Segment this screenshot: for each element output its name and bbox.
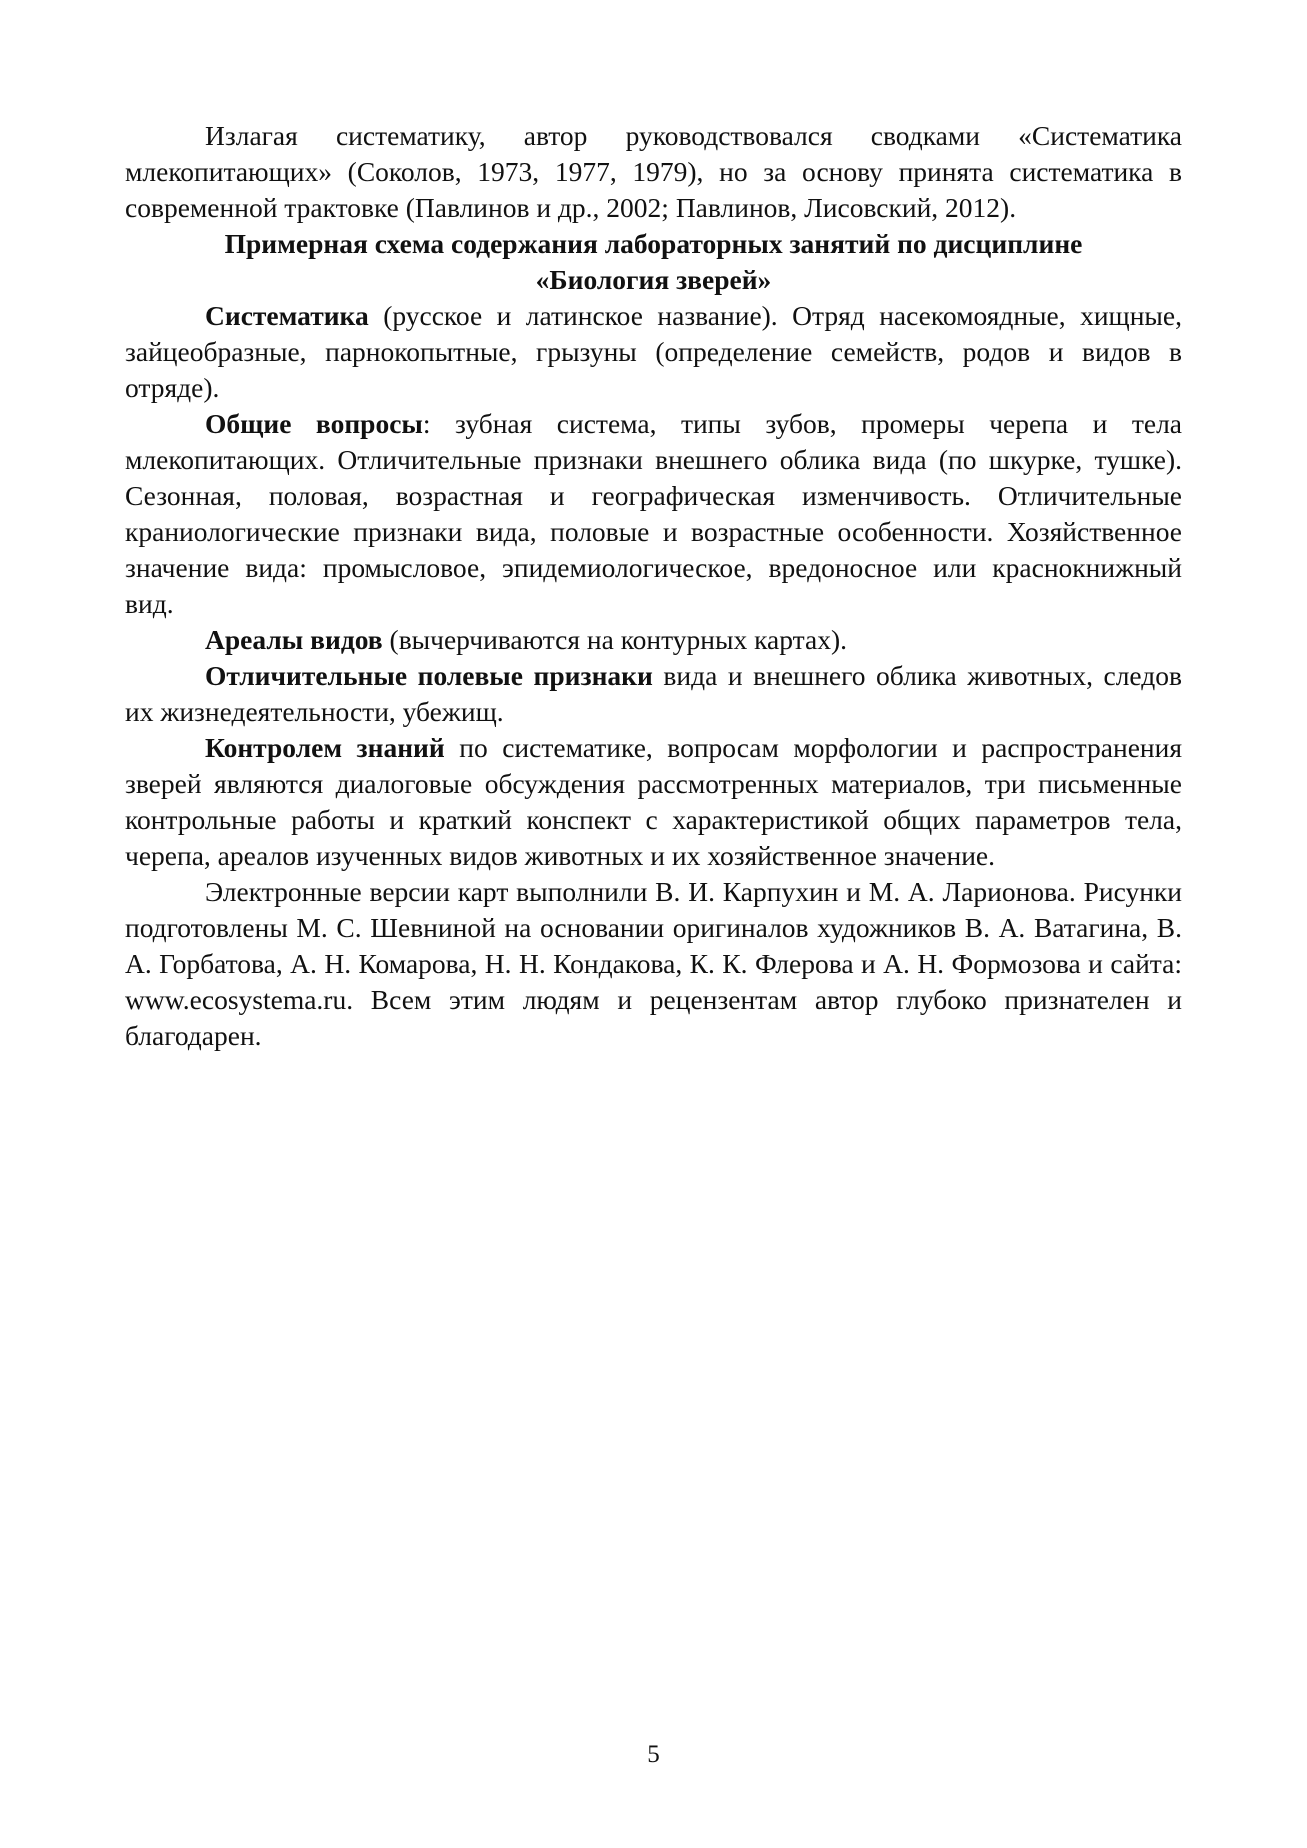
text-systematics: (русское и латинское название). Отряд насекомоядные, хищные, зайцеобразные, парнокопытные, грызуны (определение семейств, родов и видов в отряде). bbox=[125, 300, 1182, 403]
text-knowledge-control: по систематике, вопросам морфологии и распространения зверей являются диалоговые обсуждения рассмотренных материалов, три письменные контрольные работы и краткий конспект с характеристикой общих параметров тела, черепа, ареалов изученных видов животных и их хозяйственное значение. bbox=[125, 732, 1182, 871]
section-heading bbox=[125, 226, 1182, 298]
text-species-ranges: (вычерчиваются на контурных картах). bbox=[382, 624, 847, 655]
term-general-questions: Общие вопросы bbox=[205, 408, 423, 439]
term-species-ranges: Ареалы видов bbox=[205, 624, 383, 655]
paragraph-field-signs bbox=[125, 658, 1182, 730]
term-field-signs: Отличительные полевые признаки bbox=[205, 660, 653, 691]
paragraph-general-questions bbox=[125, 406, 1182, 622]
section-heading-line-2: «Биология зверей» bbox=[535, 264, 772, 295]
term-knowledge-control: Контролем знаний bbox=[205, 732, 445, 763]
paragraph-knowledge-control bbox=[125, 730, 1182, 874]
text-field-signs: вида и внешнего облика животных, следов их жизнедеятельности, убежищ. bbox=[125, 660, 1182, 727]
page-content bbox=[125, 118, 1182, 1054]
paragraph-species-ranges bbox=[125, 622, 1182, 658]
intro-paragraph: Излагая систематику, автор руководствовался сводками «Систематика млекопитающих» (Соколов, 1973, 1977, 1979), но за основу принята систематика в современной трактовке (Павлинов и др., 2002; Павлинов, Лисовский, 2012). bbox=[125, 120, 1182, 223]
text-general-questions: : зубная система, типы зубов, промеры черепа и тела млекопитающих. Отличительные признаки внешнего облика вида (по шкурке, тушке). Сезонная, половая, возрастная и географическая изменчивость. Отличительные краниологические признаки вида, половые и возрастные особенности. Хозяйственное значение вида: промысловое, эпидемиологическое, вредоносное или краснокнижный вид. bbox=[125, 408, 1183, 619]
acknowledgements-paragraph: Электронные версии карт выполнили В. И. Карпухин и М. А. Ларионова. Рисунки подготовлены М. С. Шевниной на основании оригиналов художников В. А. Ватагина, В. А. Горбатова, А. Н. Комарова, Н. Н. Кондакова, К. К. Флерова и А. Н. Формозова и сайта: www.ecosystema.ru. Всем этим людям и рецензентам автор глубоко признателен и благодарен. bbox=[125, 876, 1182, 1051]
page-number: 5 bbox=[647, 1741, 660, 1768]
paragraph-systematics bbox=[125, 298, 1182, 406]
term-systematics: Систематика bbox=[205, 300, 369, 331]
section-heading-line-1: Примерная схема содержания лабораторных занятий по дисциплине bbox=[224, 228, 1083, 259]
